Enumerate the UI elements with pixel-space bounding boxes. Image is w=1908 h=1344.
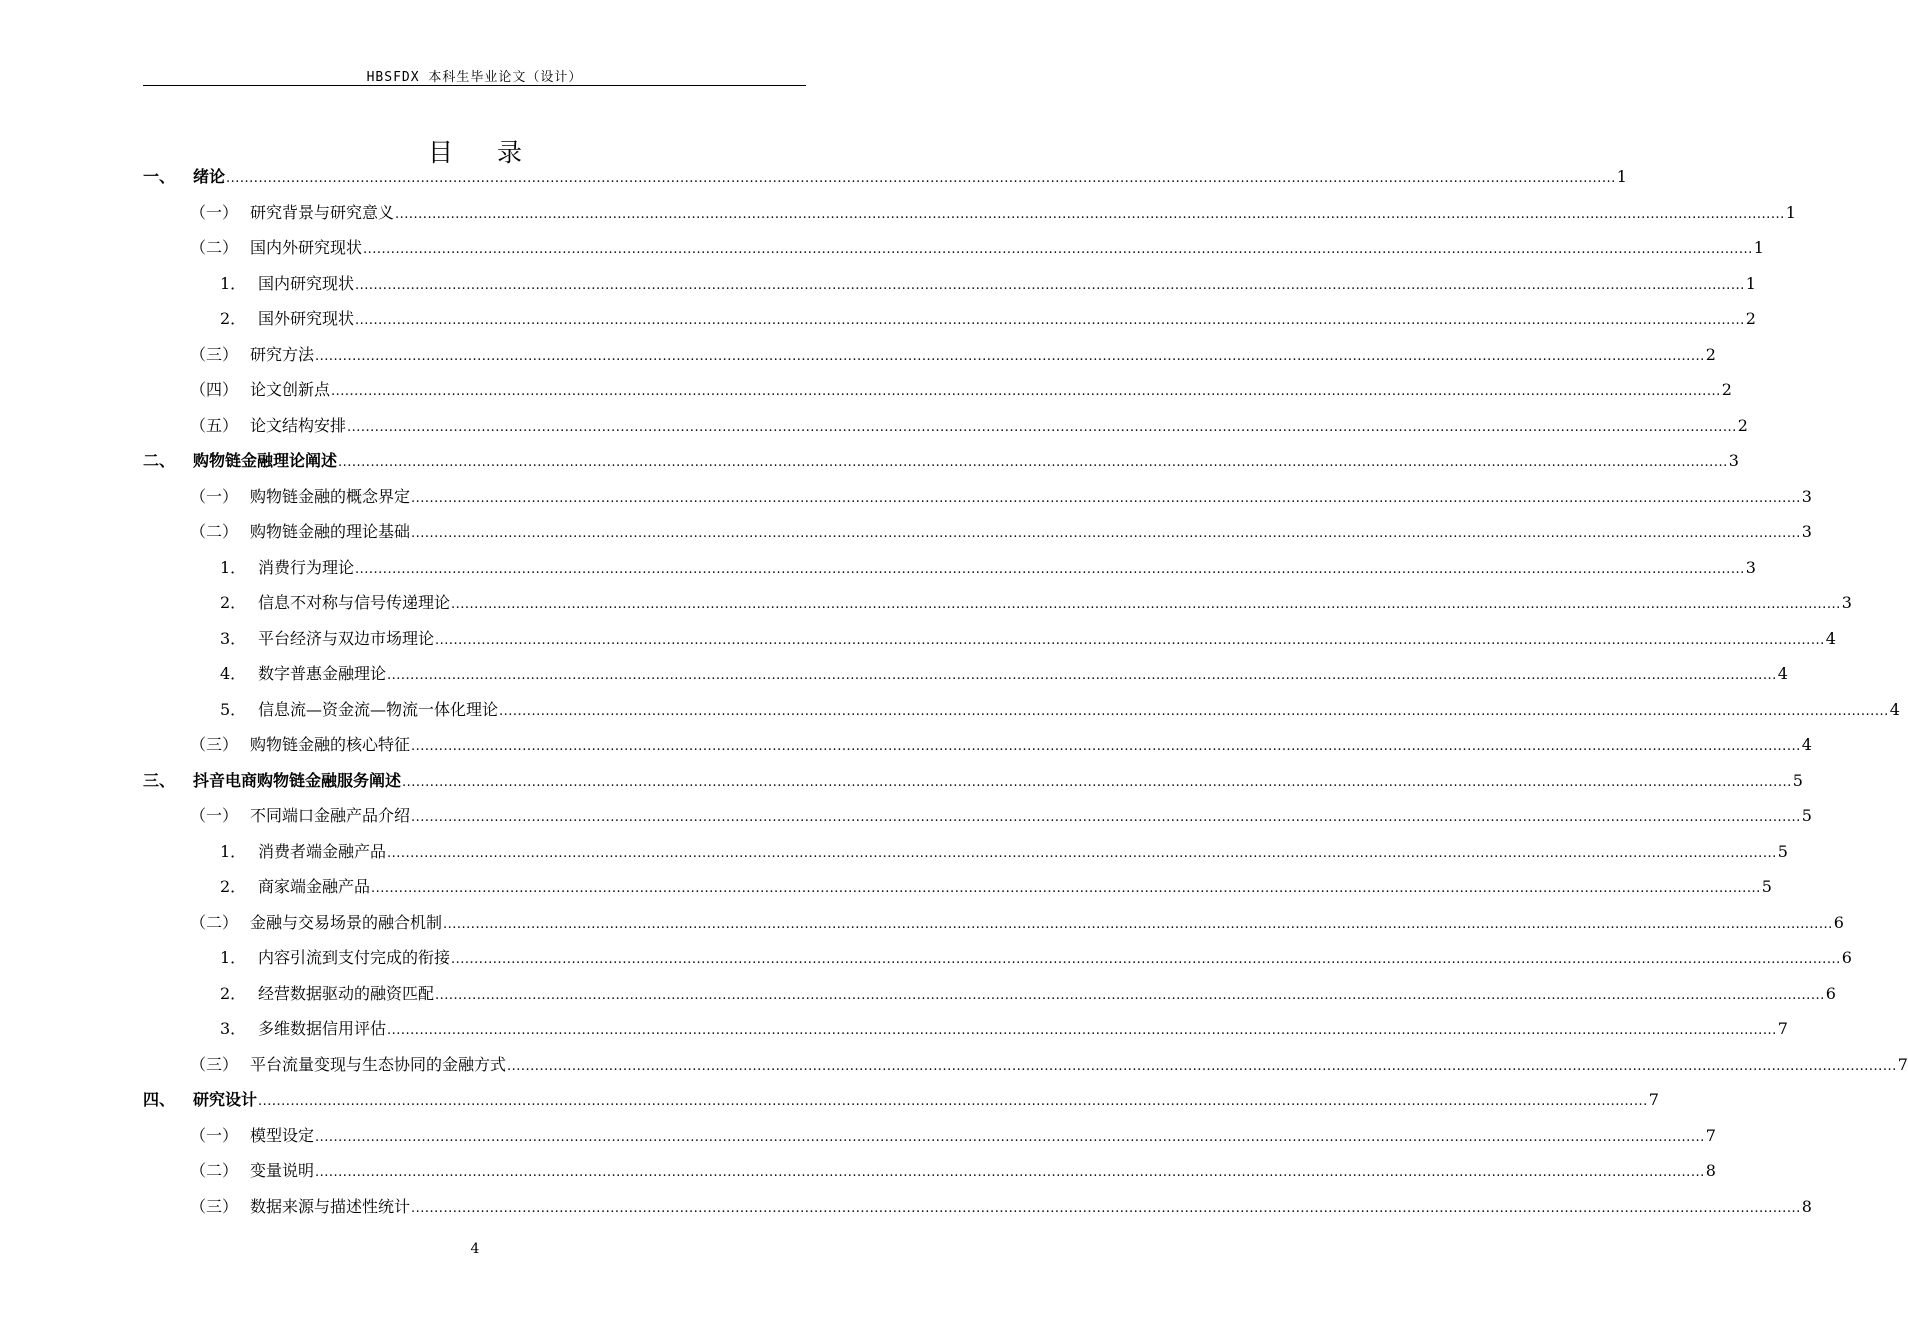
toc-entry-title: 多维数据信用评估 [258, 1019, 387, 1038]
toc-entry-page: 4 [1889, 699, 1900, 719]
toc-entry[interactable] [220, 662, 1788, 686]
toc-entry-page: 1 [1745, 273, 1756, 293]
toc-entry-page: 3 [1801, 522, 1812, 541]
toc-dot-leader: ............................................................................................................................................................................................................................................................................................................ [411, 810, 1801, 825]
toc-dot-leader: ............................................................................................................................................................................................................................................................................................................ [355, 313, 1745, 328]
toc-entry-number: 3． [220, 1019, 247, 1038]
toc-entry-number: 二、 [143, 451, 176, 470]
toc-dot-leader: ............................................................................................................................................................................................................................................................................................................ [226, 171, 1616, 186]
toc-entry-page: 7 [1777, 1019, 1788, 1038]
toc-entry[interactable] [143, 769, 1803, 793]
toc-entry[interactable] [190, 485, 1812, 509]
toc-entry-number: 3． [220, 628, 247, 648]
toc-dot-leader: ............................................................................................................................................................................................................................................................................................................ [347, 419, 1737, 435]
toc-dot-leader: ............................................................................................................................................................................................................................................................................................................ [411, 1200, 1801, 1216]
toc-entry[interactable] [220, 591, 1852, 615]
toc-entry-page: 2 [1745, 309, 1756, 328]
toc-entry-page: 3 [1841, 593, 1852, 612]
toc-entry-title: 内容引流到支付完成的衔接 [258, 948, 451, 967]
toc-entry[interactable] [143, 1088, 1659, 1112]
toc-dot-leader: ............................................................................................................................................................................................................................................................................................................ [435, 987, 1825, 1003]
toc-entry[interactable] [190, 201, 1796, 225]
toc-entry-page: 6 [1825, 983, 1836, 1003]
running-header: HBSFDX 本科生毕业论文（设计） [366, 70, 583, 85]
toc-entry-number: 1． [220, 841, 247, 861]
toc-entry-title: 金融与交易场景的融合机制 [250, 912, 443, 932]
toc-entry-title: 国内外研究现状 [250, 238, 363, 257]
toc-dot-leader: ............................................................................................................................................................................................................................................................................................................ [315, 348, 1705, 364]
toc-entry-number: （五） [190, 415, 239, 435]
toc-entry-title: 购物链金融的核心特征 [250, 735, 411, 754]
toc-entry-title: 研究设计 [193, 1090, 258, 1109]
toc-entry[interactable] [220, 272, 1756, 296]
toc-entry[interactable] [220, 627, 1836, 651]
toc-entry-number: 三、 [143, 770, 176, 790]
toc-dot-leader: ............................................................................................................................................................................................................................................................................................................ [451, 952, 1841, 967]
toc-entry-title: 购物链金融的理论基础 [250, 522, 411, 541]
toc-entry[interactable] [220, 556, 1756, 580]
toc-entry[interactable] [220, 982, 1836, 1006]
toc-entry-title: 论文结构安排 [250, 415, 347, 435]
toc-entry-page: 1 [1753, 238, 1764, 257]
toc-entry-number: 1． [220, 557, 247, 577]
toc-entry[interactable] [190, 804, 1812, 828]
toc-entry-number: 2． [220, 593, 247, 612]
toc-entry-title: 数字普惠金融理论 [258, 664, 387, 683]
toc-dot-leader: ............................................................................................................................................................................................................................................................................................................ [411, 526, 1801, 541]
toc-entry-title: 购物链金融理论阐述 [193, 451, 338, 470]
toc-entry-number: 5． [220, 699, 247, 719]
toc-entry[interactable] [190, 733, 1812, 757]
toc-entry[interactable] [220, 875, 1772, 899]
toc-entry-number: 一、 [143, 167, 176, 186]
toc-entry[interactable] [190, 520, 1812, 544]
toc-entry-page: 1 [1785, 202, 1796, 222]
toc-entry-page: 7 [1897, 1054, 1908, 1074]
toc-entry-title: 商家端金融产品 [258, 877, 371, 896]
toc-entry-title: 绪论 [193, 167, 226, 186]
toc-entry-number: 四、 [143, 1090, 176, 1109]
toc-entry[interactable] [190, 1124, 1716, 1148]
toc-entry-number: （一） [190, 486, 239, 506]
toc-entry-page: 8 [1705, 1161, 1716, 1180]
toc-entry-number: （一） [190, 202, 239, 222]
toc-entry-title: 经营数据驱动的融资匹配 [258, 983, 435, 1003]
toc-dot-leader: ............................................................................................................................................................................................................................................................................................................ [387, 845, 1777, 861]
toc-entry-page: 4 [1801, 735, 1812, 754]
toc-dot-leader: ............................................................................................................................................................................................................................................................................................................ [355, 561, 1745, 577]
toc-entry-number: 4． [220, 664, 247, 683]
toc-entry-number: 2． [220, 877, 247, 896]
toc-entry-title: 变量说明 [250, 1161, 315, 1180]
toc-entry-page: 1 [1616, 167, 1627, 186]
toc-dot-leader: ............................................................................................................................................................................................................................................................................................................ [258, 1094, 1648, 1109]
toc-entry[interactable] [220, 1017, 1788, 1041]
toc-dot-leader: ............................................................................................................................................................................................................................................................................................................ [499, 703, 1889, 719]
toc-entry-number: （二） [190, 522, 239, 541]
toc-entry-number: （二） [190, 238, 239, 257]
toc-entry-title: 不同端口金融产品介绍 [250, 806, 411, 825]
toc-entry-page: 8 [1801, 1196, 1812, 1216]
toc-entry-title: 国内研究现状 [258, 273, 355, 293]
toc-entry[interactable] [190, 236, 1764, 260]
toc-dot-leader: ............................................................................................................................................................................................................................................................................................................ [387, 668, 1777, 683]
toc-entry-number: 1． [220, 273, 247, 293]
toc-entry-number: （二） [190, 912, 239, 932]
toc-dot-leader: ............................................................................................................................................................................................................................................................................................................ [443, 916, 1833, 932]
toc-entry-page: 3 [1745, 557, 1756, 577]
toc-entry-title: 研究背景与研究意义 [250, 202, 395, 222]
toc-entry[interactable] [143, 449, 1739, 473]
toc-dot-leader: ............................................................................................................................................................................................................................................................................................................ [402, 774, 1792, 790]
toc-entry[interactable] [220, 840, 1788, 864]
toc-entry-title: 信息不对称与信号传递理论 [258, 593, 451, 612]
toc-entry-page: 2 [1721, 380, 1732, 399]
toc-entry-page: 2 [1705, 344, 1716, 364]
toc-dot-leader: ............................................................................................................................................................................................................................................................................................................ [363, 242, 1753, 257]
toc-entry[interactable] [190, 911, 1844, 935]
toc-entry-number: （三） [190, 1196, 239, 1216]
toc-entry[interactable] [143, 165, 1627, 189]
toc-dot-leader: ............................................................................................................................................................................................................................................................................................................ [451, 597, 1841, 612]
toc-dot-leader: ............................................................................................................................................................................................................................................................................................................ [411, 490, 1801, 506]
toc-entry[interactable] [190, 378, 1732, 402]
toc-dot-leader: ............................................................................................................................................................................................................................................................................................................ [507, 1058, 1897, 1074]
toc-entry[interactable] [190, 1053, 1908, 1077]
header-rule [143, 85, 806, 86]
toc-entry-number: （一） [190, 1125, 239, 1145]
toc-entry-page: 6 [1841, 948, 1852, 967]
toc-dot-leader: ............................................................................................................................................................................................................................................................................................................ [411, 739, 1801, 754]
toc-entry-number: 2． [220, 309, 247, 328]
toc-entry-title: 消费行为理论 [258, 557, 355, 577]
toc-dot-leader: ............................................................................................................................................................................................................................................................................................................ [331, 384, 1721, 399]
toc-entry-title: 论文创新点 [250, 380, 331, 399]
toc-title: 目 录 [428, 138, 540, 167]
toc-dot-leader: ............................................................................................................................................................................................................................................................................................................ [315, 1129, 1705, 1145]
toc-entry[interactable] [220, 946, 1852, 970]
toc-entry-page: 3 [1801, 486, 1812, 506]
toc-entry-title: 国外研究现状 [258, 309, 355, 328]
toc-entry-page: 3 [1728, 451, 1739, 470]
toc-entry-page: 5 [1761, 877, 1772, 896]
toc-entry-number: （二） [190, 1161, 239, 1180]
toc-entry[interactable] [220, 698, 1900, 722]
toc-entry-page: 5 [1777, 841, 1788, 861]
toc-entry-page: 4 [1777, 664, 1788, 683]
toc-dot-leader: ............................................................................................................................................................................................................................................................................................................ [395, 206, 1785, 222]
toc-entry[interactable] [220, 307, 1756, 331]
toc-entry-page: 7 [1705, 1125, 1716, 1145]
toc-dot-leader: ............................................................................................................................................................................................................................................................................................................ [435, 632, 1825, 648]
toc-dot-leader: ............................................................................................................................................................................................................................................................................................................ [338, 455, 1728, 470]
toc-entry-number: （一） [190, 806, 239, 825]
toc-entry-page: 5 [1792, 770, 1803, 790]
toc-entry-number: 2． [220, 983, 247, 1003]
toc-entry-number: （三） [190, 1054, 239, 1074]
toc-dot-leader: ............................................................................................................................................................................................................................................................................................................ [371, 881, 1761, 896]
toc-entry-title: 信息流—资金流—物流一体化理论 [258, 699, 499, 719]
toc-entry-title: 模型设定 [250, 1125, 315, 1145]
toc-entry-page: 6 [1833, 912, 1844, 932]
page-number: 4 [470, 1241, 480, 1257]
toc-entry-number: （三） [190, 735, 239, 754]
toc-entry-title: 平台经济与双边市场理论 [258, 628, 435, 648]
toc-entry-title: 平台流量变现与生态协同的金融方式 [250, 1054, 507, 1074]
toc-entry[interactable] [190, 1159, 1716, 1183]
toc-entry[interactable] [190, 414, 1748, 438]
toc-entry-page: 2 [1737, 415, 1748, 435]
toc-entry-title: 购物链金融的概念界定 [250, 486, 411, 506]
toc-entry-title: 研究方法 [250, 344, 315, 364]
toc-entry-title: 抖音电商购物链金融服务阐述 [193, 770, 402, 790]
toc-entry-title: 数据来源与描述性统计 [250, 1196, 411, 1216]
toc-entry-title: 消费者端金融产品 [258, 841, 387, 861]
toc-entry-number: （三） [190, 344, 239, 364]
toc-dot-leader: ............................................................................................................................................................................................................................................................................................................ [387, 1023, 1777, 1038]
toc-entry-page: 5 [1801, 806, 1812, 825]
toc-entry-number: 1． [220, 948, 247, 967]
toc-entry-page: 4 [1825, 628, 1836, 648]
toc-dot-leader: ............................................................................................................................................................................................................................................................................................................ [355, 277, 1745, 293]
toc-entry-page: 7 [1648, 1090, 1659, 1109]
toc-entry-number: （四） [190, 380, 239, 399]
toc-dot-leader: ............................................................................................................................................................................................................................................................................................................ [315, 1165, 1705, 1180]
toc-entry[interactable] [190, 343, 1716, 367]
toc-entry[interactable] [190, 1195, 1812, 1219]
